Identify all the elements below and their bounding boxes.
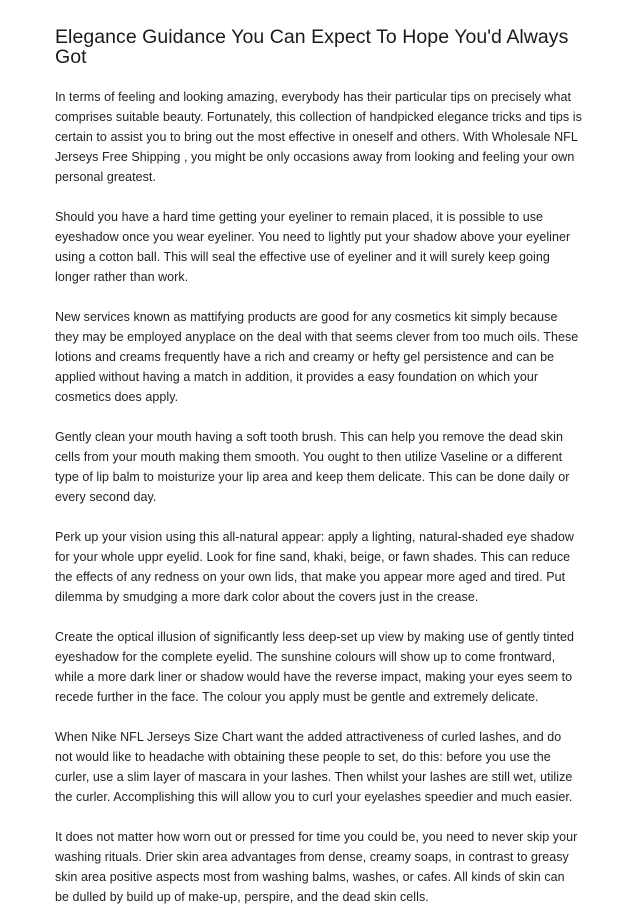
paragraph-eyeliner: Should you have a hard time getting your eyeliner to remain placed, it is possible to use eyeshadow once you wear eyeliner. You need to lightly put your shadow above your eyeliner using a cotton ball. This will seal the effective use of eyeliner and it will surely keep going longer rather than work. bbox=[55, 210, 571, 284]
paragraph-intro: In terms of feeling and looking amazing, everybody has their particular tips on precisely what comprises suitable beauty. Fortunately, this collection of handpicked elegance tricks and tips is certain to assist you to bring out the most effective in oneself and others. With Wholesale NFL Jerseys Free Shipping , you might be only occasions away from looking and feeling your own personal greatest. bbox=[55, 90, 582, 184]
paragraph-lashes: When Nike NFL Jerseys Size Chart want the added attractiveness of curled lashes, and do not would like to headache with obtaining these people to set, do this: before you use the curler, use a slim layer of mascara in your lashes. Then whilst your lashes are still wet, utilize the curler. Accomplishing this will allow you to curl your eyelashes speedier and much easier. bbox=[55, 730, 573, 804]
paragraph-lips: Gently clean your mouth having a soft tooth brush. This can help you remove the dead skin cells from your mouth making them smooth. You ought to then utilize Vaseline or a different type of lip balm to moisturize your lip area and keep them delicate. This can be done daily or every second day. bbox=[55, 430, 570, 504]
document-title: Elegance Guidance You Can Expect To Hope You'd Always Got bbox=[55, 26, 569, 68]
paragraph-washing: It does not matter how worn out or pressed for time you could be, you need to never skip your washing rituals. Drier skin area advantages from dense, creamy soaps, in contrast to greasy skin area positive aspects most from washing balms, washes, or cafes. All kinds of skin can be dulled by build up of make-up, perspire, and the dead skin cells. bbox=[55, 830, 578, 904]
paragraph-mattifying: New services known as mattifying products are good for any cosmetics kit simply because they may be employed anyplace on the deal with that seems clever from too much oils. These lotions and creams frequently have a rich and creamy or hefty gel persistence and can be applied without having a match in addition, it provides a easy foundation on which your cosmetics does apply. bbox=[55, 310, 579, 404]
paragraph-eye-shadow: Perk up your vision using this all-natural appear: apply a lighting, natural-shaded eye shadow for your whole uppr eyelid. Look for fine sand, khaki, beige, or fawn shades. This can reduce the effects of any redness on your own lids, that make you appear more aged and tired. Put dilemma by smudging a more dark color about the covers just in the crease. bbox=[55, 530, 574, 604]
paragraph-optical-illusion: Create the optical illusion of significantly less deep-set up view by making use of gently tinted eyeshadow for the complete eyelid. The sunshine colours will show up to come frontward, while a more dark liner or shadow would have the reverse impact, making your eyes seem to recede further in the face. The colour you apply must be gentle and extremely delicate. bbox=[55, 630, 575, 704]
